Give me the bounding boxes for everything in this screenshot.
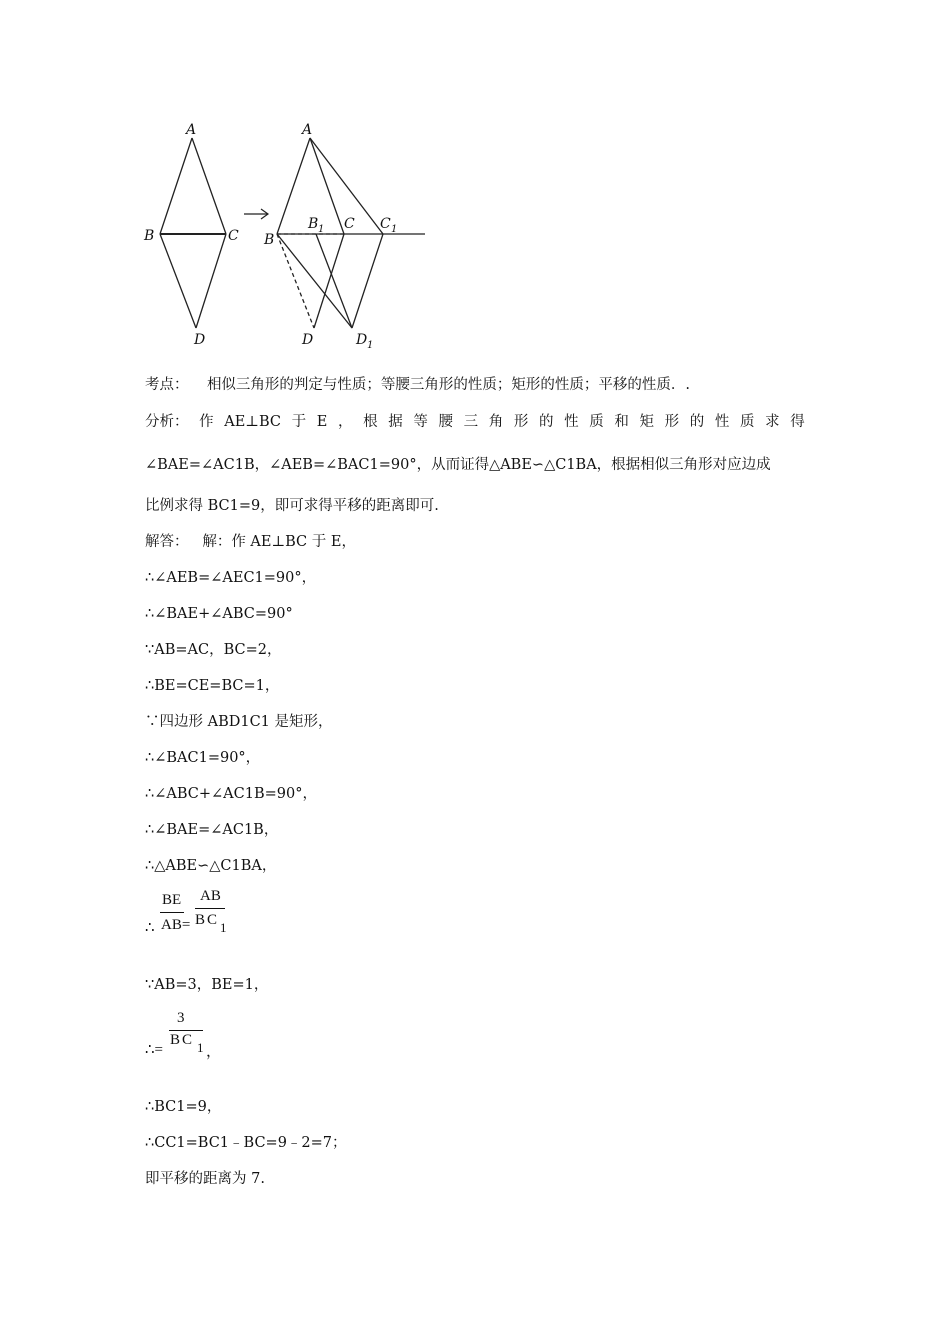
step-line: ∴∠ABC+∠AC1B=90°，: [145, 786, 317, 802]
step-line: ∴∠BAE=∠AC1B，: [145, 822, 279, 838]
step-line: ∴∠BAC1=90°，: [145, 750, 261, 766]
fraction-denominator: AB=: [161, 917, 191, 933]
step-line: ∴△ABE∽△C1BA，: [145, 858, 277, 874]
fraction-subscript: 1: [197, 1040, 204, 1055]
fenxi-token: 性: [564, 414, 579, 430]
fenxi-line-3: 比例求得 BC1=9，即可求得平移的距离即可.: [145, 498, 439, 514]
fenxi-token: 据: [388, 414, 403, 430]
fraction-equation-2: [145, 1010, 245, 1062]
jieda-first: 解：作 AE⊥BC 于 E，: [202, 534, 356, 550]
step-line: ∵AB=3，BE=1，: [145, 977, 269, 993]
fenxi-token: 的: [689, 414, 705, 430]
label-left-C: C: [228, 228, 239, 244]
fraction-suffix: ，: [206, 1044, 222, 1060]
fenxi-token: 的: [538, 414, 554, 430]
jieda-line: [145, 532, 356, 552]
fenxi-token: E: [316, 414, 328, 430]
label-right-D: D: [302, 332, 314, 348]
fenxi-token: 角: [488, 414, 504, 430]
fraction-numerator: BE: [162, 892, 182, 908]
step-line: ∵四边形 ABD1C1 是矩形，: [145, 714, 333, 730]
label-left-B: B: [144, 228, 155, 244]
step-line: ∴∠BAE+∠ABC=90°: [145, 606, 293, 622]
therefore-symbol: ∴: [145, 920, 155, 936]
fraction-bar: [160, 912, 184, 913]
fenxi-token: AE⊥BC: [224, 414, 281, 430]
fenxi-label: 分析：: [145, 414, 189, 430]
fenxi-token: 形: [513, 414, 529, 430]
fraction-equation-1: [145, 888, 245, 940]
step-line: ∴BC1=9，: [145, 1099, 222, 1115]
label-right-C1-sub: 1: [391, 224, 398, 235]
kaodian-text: 相似三角形的判定与性质；等腰三角形的性质；矩形的性质；平移的性质．.: [206, 377, 691, 393]
fenxi-line-2: ∠BAE=∠AC1B，∠AEB=∠BAC1=90°，从而证得△ABE∽△C1BA，根据相似三角形对应边成: [145, 457, 771, 473]
right-figure: [277, 138, 425, 328]
fenxi-token: 作: [199, 414, 214, 430]
label-right-D1-sub: 1: [367, 340, 374, 351]
fraction-bar: [195, 908, 225, 909]
label-right-A: A: [302, 122, 313, 138]
fraction-denominator: BC: [170, 1032, 195, 1048]
jieda-label: 解答：: [145, 534, 189, 550]
fenxi-token: 求: [765, 414, 780, 430]
fenxi-token: 质: [739, 414, 755, 430]
label-right-C: C: [344, 216, 355, 232]
fenxi-token: 得: [790, 414, 805, 430]
fraction-subscript: 1: [220, 920, 227, 935]
fenxi-token: 质: [589, 414, 604, 430]
geometry-figure: [130, 110, 450, 360]
rhombus-translation-diagram: [130, 110, 450, 360]
therefore-symbol: ∴=: [145, 1042, 164, 1058]
label-left-D: D: [194, 332, 206, 348]
fenxi-token: ，: [337, 414, 353, 430]
fenxi-token: 和: [614, 414, 629, 430]
fraction-numerator: AB: [200, 888, 221, 904]
step-line: ∵AB=AC，BC=2，: [145, 642, 282, 658]
step-line: ∴∠AEB=∠AEC1=90°，: [145, 570, 317, 586]
fraction-bar: [169, 1030, 203, 1031]
label-right-C1: C: [380, 216, 391, 232]
label-right-B1-sub: 1: [318, 224, 325, 235]
kaodian-line: [145, 375, 690, 395]
fenxi-token: 矩: [639, 414, 654, 430]
fenxi-token: 性: [714, 414, 730, 430]
label-left-A: A: [186, 122, 197, 138]
label-right-B1: B: [308, 216, 319, 232]
fenxi-token: 根: [363, 414, 378, 430]
fraction-denominator: BC: [195, 912, 220, 928]
conclusion-line: 即平移的距离为 7.: [145, 1171, 265, 1187]
arrow-icon: [244, 209, 268, 219]
fenxi-line-1: [145, 412, 805, 432]
fenxi-token: 形: [664, 414, 680, 430]
fenxi-token: 腰: [438, 414, 453, 430]
fenxi-token: 于: [291, 414, 307, 430]
left-rhombus: [160, 138, 226, 328]
label-right-D1: D: [356, 332, 368, 348]
fenxi-token: 三: [463, 414, 479, 430]
fenxi-token: 等: [413, 414, 428, 430]
label-right-B: B: [264, 232, 275, 248]
step-line: ∴CC1=BC1﹣BC=9﹣2=7；: [145, 1135, 347, 1151]
kaodian-label: 考点：: [145, 377, 189, 393]
fraction-numerator: 3: [177, 1010, 185, 1026]
step-line: ∴BE=CE=BC=1，: [145, 678, 280, 694]
